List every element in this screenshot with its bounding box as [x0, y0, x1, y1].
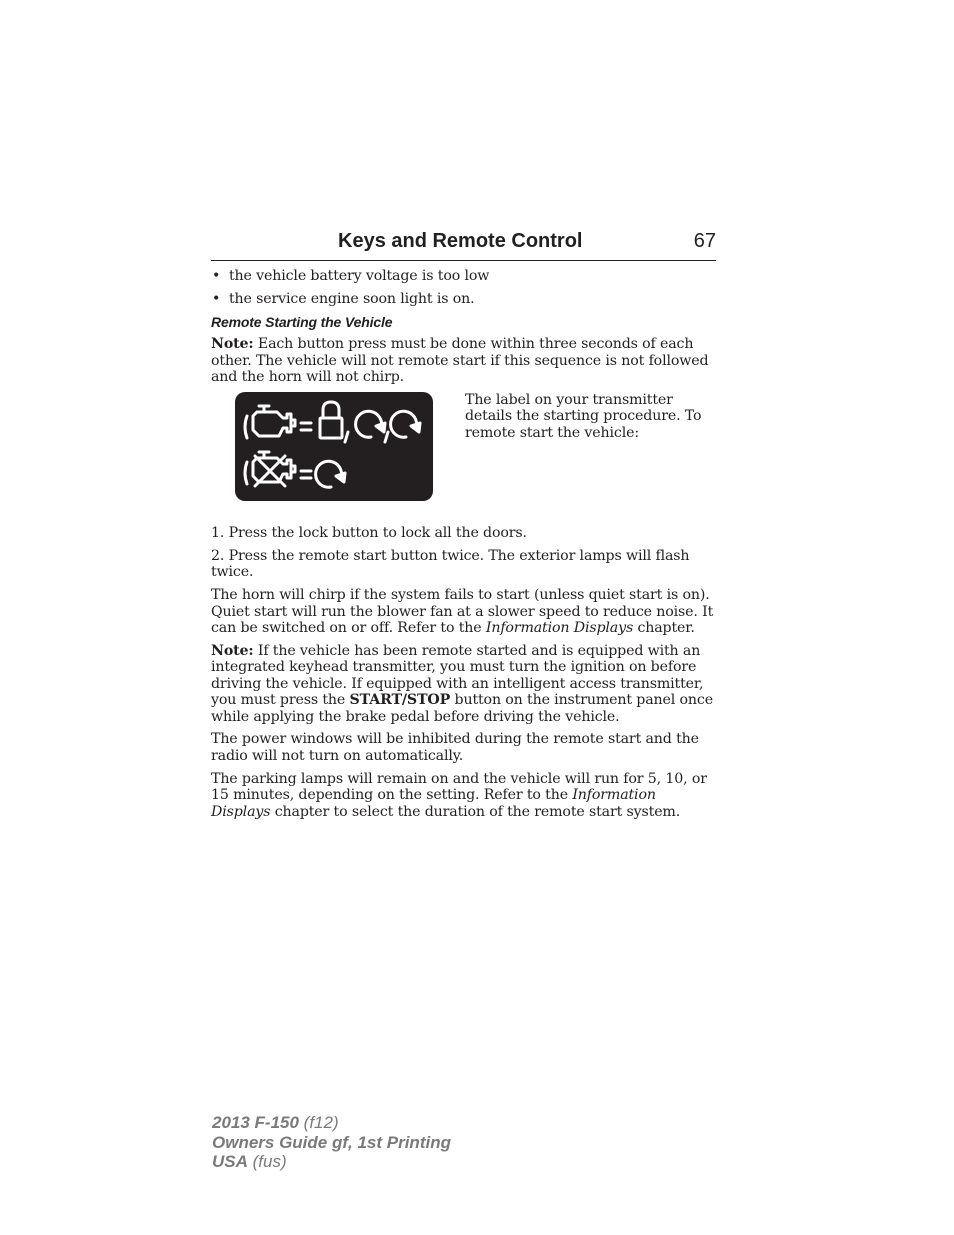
remote-start-icon [356, 411, 385, 437]
button-name: START/STOP [349, 692, 451, 709]
chapter-reference: Information Displays [485, 619, 634, 636]
equals-icon [301, 471, 311, 478]
section-heading: Remote Starting the Vehicle [211, 313, 393, 330]
equals-icon [301, 423, 311, 430]
figure-row [211, 392, 719, 501]
horn-paragraph: The horn will chirp if the system fails to start (unless quiet start is on). Quiet start will run the blower fan at a slower speed to reduce noise. It can be switched on or off. Refer to the Information Displays chapter. [211, 587, 714, 636]
page-header [211, 228, 716, 261]
bullet-item: • the service engine soon light is on. [212, 290, 475, 307]
page-footer [212, 1113, 451, 1172]
windows-paragraph: The power windows will be inhibited during the remote start and the radio will not turn on automatically. [211, 731, 699, 764]
bullet-icon: • [212, 290, 221, 307]
lock-icon [320, 402, 342, 438]
page-content [211, 268, 719, 826]
separator-comma [345, 432, 348, 442]
remote-start-icon [316, 461, 345, 487]
chapter-reference: Information Displays [211, 787, 656, 820]
bullet-item: • the vehicle battery voltage is too low [212, 268, 490, 284]
figure-caption: The label on your transmitter details the starting procedure. To remote start the vehicle: [465, 391, 702, 441]
page-number: 67 [693, 230, 716, 252]
note-label: Note: [211, 336, 254, 353]
engine-off-icon [245, 452, 295, 486]
footer-line: USA (fus) [212, 1152, 287, 1171]
note-paragraph: Note: If the vehicle has been remote started and is equipped with an integrated keyhead transmitter, you must turn the ignition on before driving the vehicle. If equipped with an intelligent access transmitter, you must press the START/STOP button on the instrument panel once while applying the brake pedal before driving the vehicle. [211, 642, 713, 725]
footer-line: 2013 F-150 (f12) [212, 1113, 339, 1132]
footer-line: Owners Guide gf, 1st Printing [212, 1132, 451, 1152]
step-item: 1. Press the lock button to lock all the doors. [211, 524, 527, 541]
remote-start-icon [391, 411, 420, 437]
separator-comma [385, 432, 388, 442]
step-item: 2. Press the remote start button twice. The exterior lamps will flash twice. [211, 547, 690, 581]
parking-paragraph: The parking lamps will remain on and the vehicle will run for 5, 10, or 15 minutes, depending on the setting. Refer to the Information Displays chapter to select the duration of the remote start system. [211, 770, 707, 820]
note-paragraph: Note: Each button press must be done within three seconds of each other. The vehicle will not remote start if this sequence is not followed and the horn will not chirp. [211, 336, 709, 386]
engine-icon [245, 406, 295, 438]
note-label: Note: [211, 642, 254, 659]
chapter-title: Keys and Remote Control [338, 230, 583, 252]
transmitter-label-figure [235, 392, 433, 501]
bullet-icon: • [212, 268, 221, 284]
